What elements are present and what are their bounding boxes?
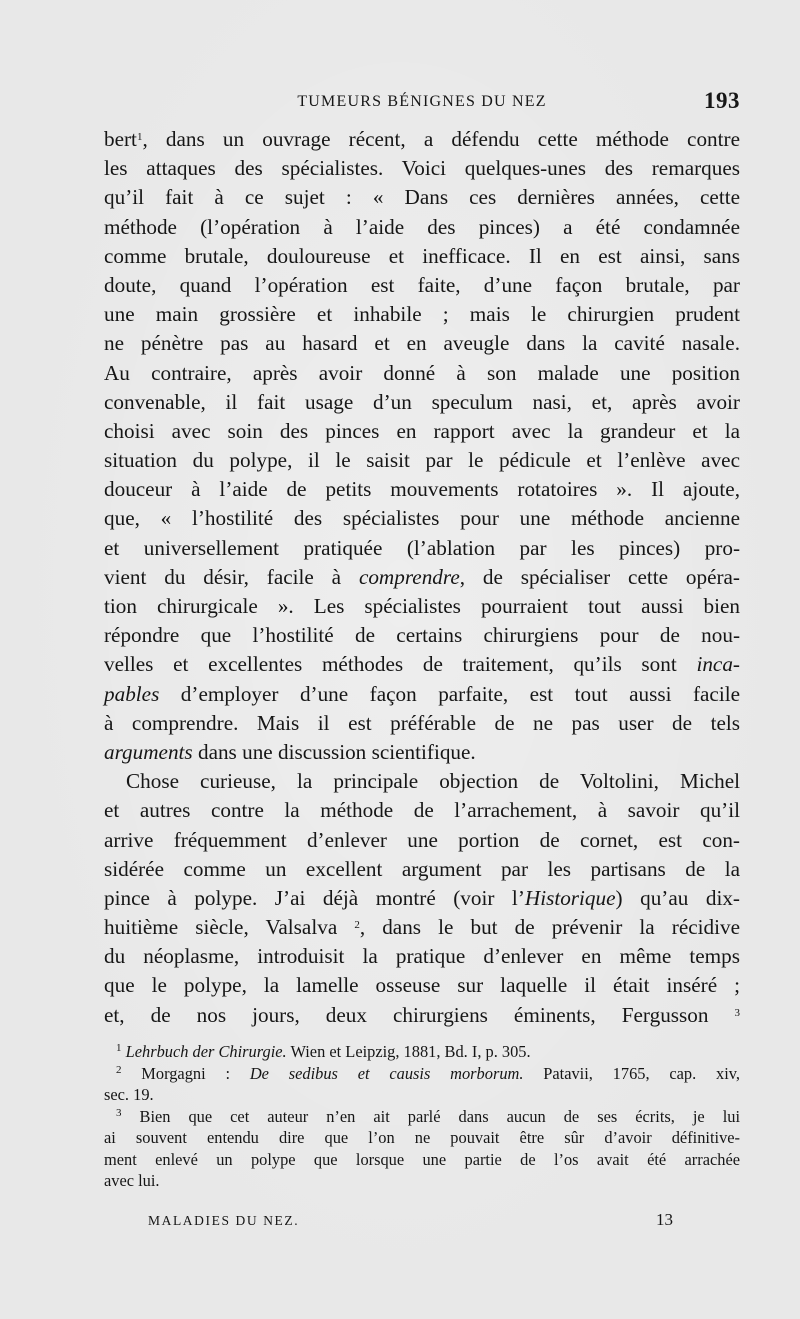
italic-word: Historique	[524, 885, 616, 910]
italic-title: De sedibus et causis morborum.	[249, 1063, 524, 1083]
text-line: douceur à l’aide de petits mouvements rotatoires ». Il ajoute,	[104, 477, 740, 502]
text-line: une main grossière et inhabile ; mais le chirurgien prudent	[104, 302, 740, 327]
text-line: comme brutale, douloureuse et inefficace. Il en est ainsi, sans	[104, 243, 740, 268]
text-fragment: pince à polype. J’ai déjà montré (voir l’	[104, 885, 525, 910]
text-line	[104, 738, 740, 767]
footnote-mark: 2	[116, 1063, 122, 1076]
text-line	[104, 650, 740, 679]
text-line: répondre que l’hostilité de certains chirurgiens pour de nou-	[104, 623, 740, 648]
footnote-ref: 1	[136, 131, 143, 143]
text-fragment: d’employer d’une façon parfaite, est tout aussi facile	[159, 681, 740, 706]
text-line: que, « l’hostilité des spécialistes pour une méthode ancienne	[104, 506, 740, 531]
text-line: et autres contre la méthode de l’arrachement, à savoir qu’il	[104, 798, 740, 823]
italic-title: Lehrbuch der Chirurgie.	[125, 1042, 287, 1061]
footnotes	[104, 1041, 740, 1192]
italic-word: pables	[104, 681, 160, 706]
italic-word: arguments	[104, 739, 193, 764]
text-fragment: Wien et Leipzig, 1881, Bd. I, p. 305.	[286, 1042, 531, 1061]
signature-mark: MALADIES DU NEZ.	[148, 1213, 300, 1228]
text-line: convenable, il fait usage d’un speculum nasi, et, après avoir	[104, 389, 740, 414]
text-line: Chose curieuse, la principale objection de Voltolini, Michel	[126, 769, 740, 794]
text-line: les attaques des spécialistes. Voici quelques-unes des remarques	[104, 156, 740, 181]
footnote-ref: 3	[734, 1006, 741, 1019]
text-line	[104, 913, 740, 942]
text-line: situation du polype, il le saisit par le pédicule et l’enlève avec	[104, 448, 740, 473]
text-line: que le polype, la lamelle osseuse sur laquelle il était inséré ;	[104, 973, 740, 998]
text-fragment: Bien que cet auteur n’en ait parlé dans aucun de ses écrits, je lui	[121, 1106, 740, 1126]
footnote-ref: 2	[354, 919, 360, 932]
running-head	[104, 86, 740, 116]
footnote-1	[104, 1041, 740, 1063]
text-line	[104, 125, 740, 154]
text-line: méthode (l’opération à l’aide des pinces) a été condamnée	[104, 214, 740, 239]
footnote-3-cont: ai souvent entendu dire que l’on ne pouvait être sûr d’avoir définitive-	[104, 1128, 740, 1147]
text-line: ne pénètre pas au hasard et en aveugle dans la cavité nasale.	[104, 331, 740, 356]
text-line: sidérée comme un excellent argument par les partisans de la	[104, 856, 740, 881]
text-line: du néoplasme, introduisit la pratique d’enlever en même temps	[104, 944, 740, 969]
text-line: arrive fréquemment d’enlever une portion de cornet, est con-	[104, 827, 740, 852]
text-fragment: velles et excellentes méthodes de traitement, qu’ils sont	[104, 652, 697, 677]
text-fragment: ) qu’au dix-	[615, 885, 740, 910]
text-line: Au contraire, après avoir donné à son malade une position	[104, 360, 740, 385]
text-line: tion chirurgicale ». Les spécialistes pourraient tout aussi bien	[104, 594, 740, 618]
italic-word: inca-	[696, 652, 740, 677]
footnote-3-cont: ment enlevé un polype que lorsque une partie de l’os avait été arrachée	[104, 1149, 740, 1169]
footnote-mark: 3	[116, 1106, 122, 1119]
page-number: 193	[704, 88, 740, 113]
text-line: à comprendre. Mais il est préférable de ne pas user de tels	[104, 710, 740, 735]
footnote-2-cont: sec. 19.	[104, 1085, 154, 1104]
running-title: TUMEURS BÉNIGNES DU NEZ	[297, 93, 547, 110]
text-fragment: Morgagni :	[121, 1063, 250, 1083]
footnote-mark: 1	[116, 1042, 122, 1054]
text-line	[104, 884, 740, 913]
italic-word: comprendre	[358, 564, 460, 589]
footnote-2	[104, 1063, 740, 1085]
text-line	[104, 563, 740, 592]
text-fragment: dans une discussion scientifique.	[192, 739, 476, 764]
text-fragment: vient du désir, facile à	[104, 564, 359, 589]
text-fragment: , dans le but de prévenir la récidive	[359, 915, 740, 940]
text-line: qu’il fait à ce sujet : « Dans ces dernières années, cette	[104, 185, 740, 210]
footnote-3-cont: avec lui.	[104, 1171, 160, 1190]
main-text	[104, 125, 740, 1030]
text-fragment: Patavii, 1765, cap. xiv,	[523, 1063, 740, 1083]
text-fragment: , dans un ouvrage récent, a défendu cette méthode contre	[142, 127, 740, 151]
text-line: et universellement pratiquée (l’ablation par les pinces) pro-	[104, 535, 740, 560]
text-line	[104, 680, 740, 709]
text-fragment: bert	[104, 127, 137, 151]
footnote-3	[104, 1106, 740, 1128]
text-line	[104, 1001, 740, 1030]
text-fragment: , de spécialiser cette opéra-	[459, 564, 740, 589]
sheet-number: 13	[656, 1210, 673, 1229]
text-fragment: huitième siècle, Valsalva	[104, 915, 355, 940]
text-line: doute, quand l’opération est faite, d’une façon brutale, par	[104, 272, 740, 297]
text-line: choisi avec soin des pinces en rapport avec la grandeur et la	[104, 418, 740, 443]
text-fragment: et, de nos jours, deux chirurgiens éminents, Fergusson	[104, 1002, 709, 1027]
